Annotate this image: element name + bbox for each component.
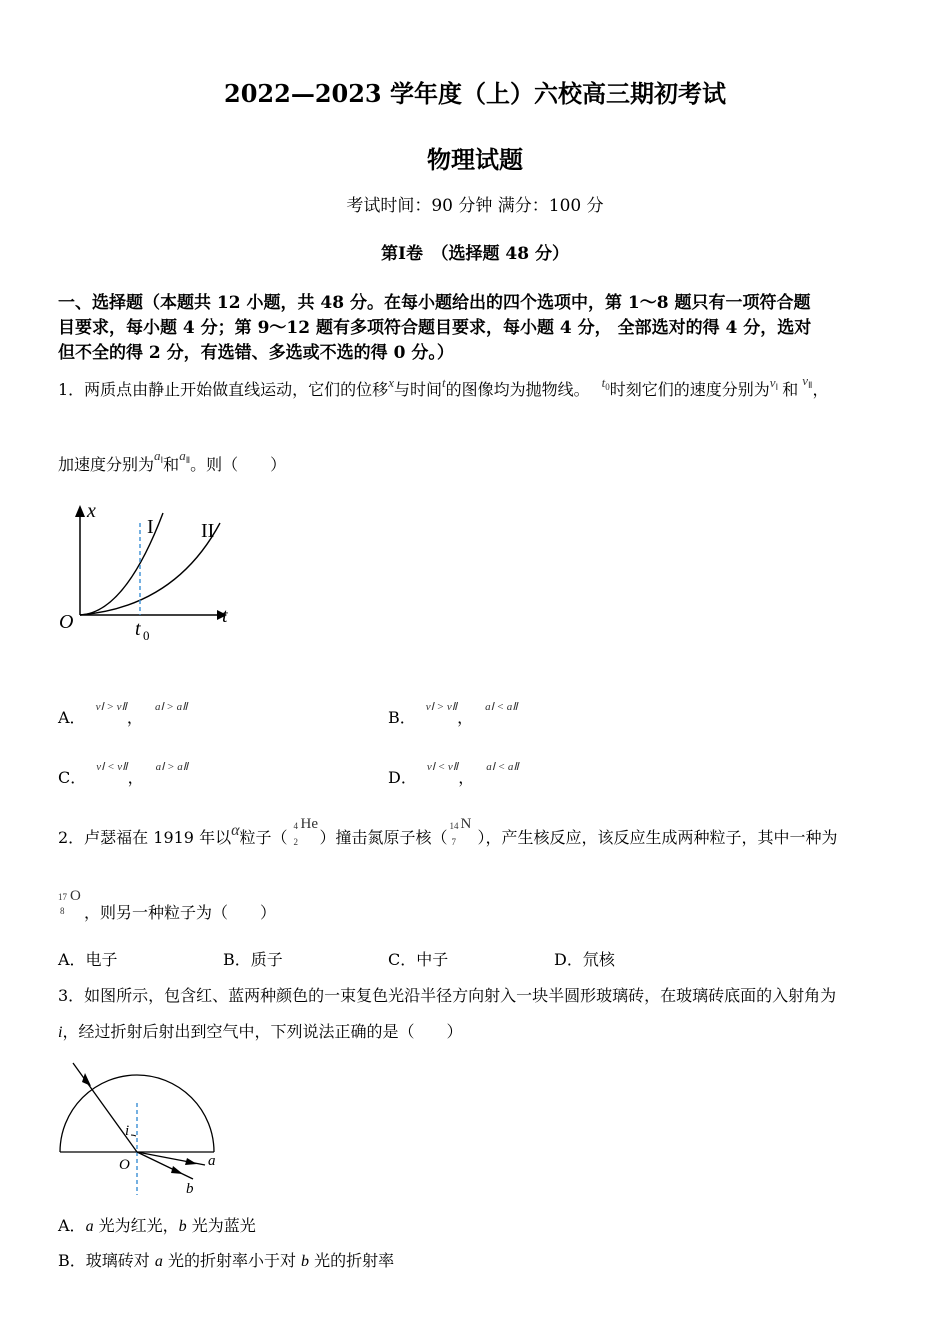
q1-option-b[interactable]: B．$^{vⅠ > vⅡ}$，$^{aⅠ < aⅡ}$: [388, 701, 518, 727]
q2-line2: 17 8 O ，则另一种粒子为（ ）: [58, 888, 277, 922]
q3-line2: i，经过折射后射出到空气中，下列说法正确的是（ ）: [58, 1022, 463, 1041]
q3-option-a[interactable]: A．a 光为红光，b 光为蓝光: [58, 1216, 256, 1235]
q3-option-b[interactable]: B．玻璃砖对 a 光的折射率小于对 b 光的折射率: [58, 1251, 395, 1270]
ray-a-arrow: [185, 1158, 197, 1165]
t-axis-label: t: [222, 605, 228, 627]
t0-subscript: 0: [143, 628, 150, 643]
q3-line1: 3．如图所示，包含红、蓝两种颜色的一束复色光沿半径方向射入一块半圆形玻璃砖，在玻璃砖底面的入射角为: [58, 986, 837, 1005]
ray-b-arrow: [171, 1166, 183, 1174]
angle-i-label: i: [125, 1123, 130, 1139]
curve-I-label: I: [147, 516, 154, 538]
exam-title: 2022—2023 学年度（上）六校高三期初考试: [224, 79, 726, 108]
q2-line1: 2．卢瑟福在 1919 年以α粒子（ 4 2 He ）撞击氮原子核（ 14 7 N ），产生核反应，该反应生成两种粒子，其中一种为: [58, 816, 838, 847]
q1-xt-graph: [55, 495, 245, 650]
part-title: 第Ⅰ卷 （选择题 48 分）: [381, 244, 569, 264]
q1-option-d[interactable]: D．$^{vⅠ < vⅡ}$，$^{aⅠ < aⅡ}$: [388, 761, 519, 787]
ray-a-label: a: [208, 1153, 216, 1169]
q2-option-a[interactable]: A．电子: [58, 950, 118, 969]
section-instructions-line2: 目要求，每小题 4 分；第 9～12 题有多项符合题目要求，每小题 4 分， 全部选对的得 4 分，选对: [58, 318, 812, 338]
ray-b-label: b: [186, 1181, 194, 1197]
t0-label: t: [135, 618, 141, 640]
exam-info: 考试时间：90 分钟 满分：100 分: [346, 196, 604, 216]
q2-option-c[interactable]: C．中子: [388, 950, 449, 969]
q3-glass-brick-figure: [55, 1055, 235, 1200]
origin-label: O: [59, 611, 74, 633]
q2-option-d[interactable]: D．氘核: [554, 950, 615, 969]
section-instructions-line1: 一、选择题（本题共 12 小题，共 48 分。在每小题给出的四个选项中，第 1～8 题只有一项符合题: [58, 293, 811, 313]
x-axis-label: x: [87, 500, 96, 522]
q1-option-c[interactable]: C．$^{vⅠ < vⅡ}$，$^{aⅠ > aⅡ}$: [58, 761, 189, 787]
incident-arrow: [82, 1073, 91, 1086]
q1-line1: 1．两质点由静止开始做直线运动，它们的位移$^x$与时间$^t$的图像均为抛物线。 $^{t0}$时刻它们的速度分别为$^{vⅠ}$ 和 $^{vⅡ}$，: [58, 373, 829, 399]
q1-line2: 加速度分别为$^{aⅠ}$和$^{aⅡ}$。则（ ）: [58, 448, 287, 474]
q2-option-b[interactable]: B．质子: [223, 950, 283, 969]
curve-II-label: II: [201, 520, 215, 542]
angle-arc: [131, 1135, 136, 1136]
q1-option-a[interactable]: A．$^{vⅠ > vⅡ}$，$^{aⅠ > aⅡ}$: [58, 701, 188, 727]
section-instructions-line3: 但不全的得 2 分，有选错、多选或不选的得 0 分。）: [58, 343, 454, 363]
center-O-label: O: [119, 1157, 130, 1173]
ray-b: [137, 1152, 193, 1179]
subject-title: 物理试题: [427, 145, 523, 174]
x-axis-arrow: [75, 505, 85, 517]
